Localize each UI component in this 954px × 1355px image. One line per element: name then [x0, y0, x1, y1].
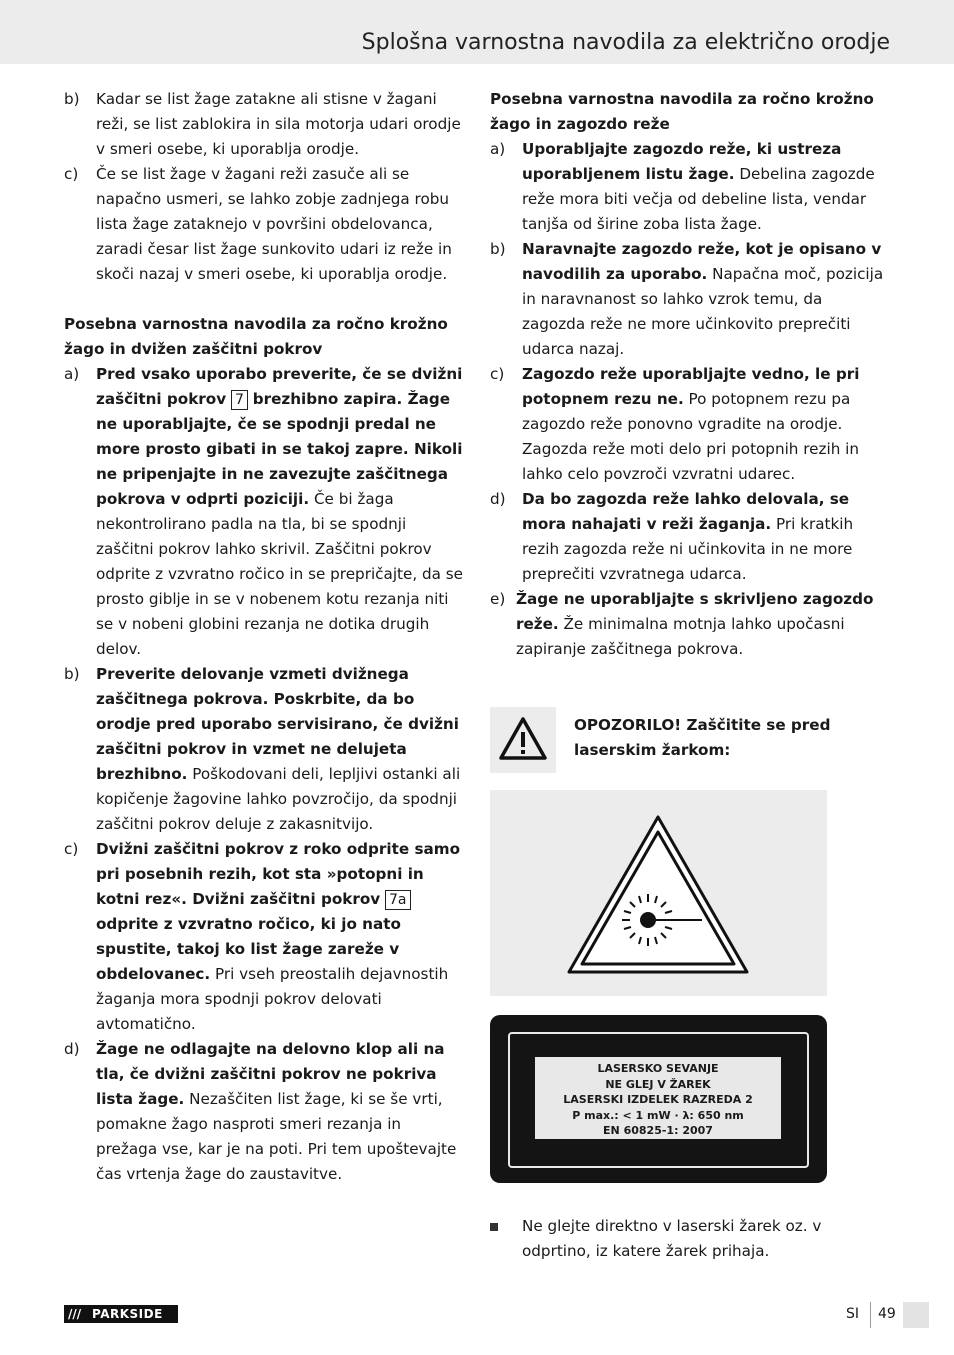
item-label: d) — [490, 490, 506, 508]
list-item-b — [490, 237, 890, 362]
item-label: d) — [64, 1040, 80, 1058]
item-text: Nezaščiten list žage, ki se še vrti, pomakne žago nasproti smeri rezanja in prežaga vse, kar je na poti. Pri tem upoštevajte čas vrtenja žage do zaustavitve. — [96, 1090, 457, 1183]
laser-symbol-panel — [490, 790, 827, 996]
item-bold-text: Naravnajte zagozdo reže, kot je opisano v navodilih za uporabo. — [522, 240, 882, 283]
label-line: P max.: < 1 mW · λ: 650 nm — [572, 1108, 744, 1122]
section-heading: Posebna varnostna navodila za ročno krožno žago in zagozdo reže — [490, 90, 874, 133]
item-label: c) — [64, 165, 79, 183]
list-item-d — [64, 1037, 464, 1187]
laser-warning-icon — [490, 790, 827, 996]
label-line: EN 60825-1: 2007 — [603, 1124, 713, 1137]
item-bold-text: Zagozdo reže uporabljajte vedno, le pri potopnem rezu ne. — [522, 365, 860, 408]
list-item-d — [490, 487, 890, 587]
item-label: b) — [490, 240, 506, 258]
warning-triangle-icon — [490, 707, 556, 773]
item-label: e) — [490, 590, 506, 608]
item-label: c) — [64, 840, 79, 858]
item-label: c) — [490, 365, 505, 383]
list-item-c — [64, 162, 464, 287]
part-reference: 7a — [385, 890, 411, 910]
footer-divider — [870, 1302, 871, 1328]
label-text-panel — [535, 1057, 781, 1139]
item-text: Če bi žaga nekontrolirano padla na tla, bi se spodnji zaščitni pokrov lahko skrivil. Zaščitni pokrov odprite z vzvratno ročico in se prepričajte, da se prosto giblje in se v nobenem kotu rezanja niti se v nobeni globini rezanja ne dotika drugih delov. — [96, 490, 464, 658]
item-text: Pri kratkih rezih zagozda reže ni učinkovita in ne more preprečiti vzvratnega udarca. — [522, 515, 854, 583]
item-text: Če se list žage v žagani reži zasuče ali se napačno usmeri, se lahko zobje zadnjega robu lista žage zataknejo v površini obdelovanca, zaradi česar list žage sunkovito udari iz reže in skoči nazaj v smeri osebe, ki uporablja orodje. — [96, 165, 452, 283]
bullet-square-icon — [490, 1223, 498, 1231]
item-bold-text: Uporabljajte zagozdo reže, ki ustreza uporabljenem listu žage. — [522, 140, 842, 183]
item-label: a) — [490, 140, 506, 158]
list-item-a — [64, 362, 464, 662]
list-item-c2 — [64, 837, 464, 1037]
label-line: LASERSKO SEVANJE — [597, 1062, 719, 1075]
footer-tab — [903, 1302, 929, 1328]
item-bold-text: Žage ne uporabljajte s skrivljeno zagozdo reže. — [516, 590, 874, 633]
list-item-a — [490, 137, 890, 237]
label-line: NE GLEJ V ŽAREK — [605, 1077, 711, 1091]
item-text: Po potopnem rezu pa zagozdo reže ponovno vgradite na orodje. Zagozda reže moti delo pri potopnih rezih in lahko celo povzroči vzvratni udarec. — [522, 390, 859, 483]
laser-class-label — [490, 1015, 827, 1183]
item-text: Kadar se list žage zatakne ali stisne v žagani reži, se list zablokira in sila motorja udari orodje v smeri osebe, ki uporablja orodje. — [96, 90, 461, 158]
item-bold-text: Žage ne odlagajte na delovno klop ali na tla, če dvižni zaščitni pokrov ne pokriva lista žage. — [96, 1040, 445, 1108]
logo-slashes: /// — [68, 1307, 82, 1321]
item-bold-text: brezhibno zapira. Žage ne uporabljajte, če se spodnji predal ne more prosto gibati in se takoj zapre. Nikoli ne pripenjajte in ne zavezujte zaščitnega pokrova v odprti poziciji. — [96, 390, 463, 508]
item-text: Debelina zagozde reže mora biti večja od debeline lista, vendar tanjša od širine zoba lista žage. — [522, 165, 875, 233]
page-number: 49 — [878, 1306, 896, 1322]
section-heading: Posebna varnostna navodila za ročno krožno žago in dvižen zaščitni pokrov — [64, 315, 448, 358]
item-text: Pri vseh preostalih dejavnostih žaganja mora spodnji pokrov delovati avtomatično. — [96, 965, 449, 1033]
item-text: Že minimalna motnja lahko upočasni zapiranje zaščitnega pokrova. — [516, 615, 845, 658]
item-label: a) — [64, 365, 80, 383]
list-item-b2 — [64, 662, 464, 837]
item-text: Napačna moč, pozicija in naravnanost so lahko vzrok temu, da zagozda reže ne more učinkovito preprečiti udarca nazaj. — [522, 265, 884, 358]
right-column — [490, 87, 890, 662]
page-header — [0, 0, 954, 64]
page-title: Splošna varnostna navodila za električno orodje — [361, 30, 890, 55]
laser-warning — [490, 707, 890, 773]
parkside-logo — [64, 1305, 178, 1323]
language-code: SI — [846, 1306, 860, 1322]
item-bold-text: Preverite delovanje vzmeti dvižnega zaščitnega pokrova. Poskrbite, da bo orodje pred uporabo servisirano, če dvižni zaščitni pokrov in vzmet ne delujeta brezhibno. — [96, 665, 459, 783]
logo-brand: PARKSIDE — [92, 1307, 163, 1321]
item-bold-text: Da bo zagozda reže lahko delovala, se mora nahajati v reži žaganja. — [522, 490, 850, 533]
bullet-text: Ne glejte direktno v laserski žarek oz. v odprtino, iz katere žarek prihaja. — [522, 1217, 822, 1260]
warning-text: OPOZORILO! Zaščitite se pred laserskim žarkom: — [574, 716, 831, 759]
label-line: LASERSKI IZDELEK RAZREDA 2 — [563, 1093, 753, 1106]
item-text: Poškodovani deli, lepljivi ostanki ali kopičenje žagovine lahko povzročijo, da spodnji zaščitni pokrov deluje z zakasnitvijo. — [96, 765, 461, 833]
list-item-e — [490, 587, 890, 662]
list-item-b — [64, 87, 464, 162]
item-bold-text: odprite z vzvratno ročico, ki jo nato spustite, takoj ko list žage zareže v obdelovanec. — [96, 915, 401, 983]
warning-icon-box — [490, 707, 556, 773]
item-label: b) — [64, 665, 80, 683]
left-column — [64, 87, 464, 1187]
item-bold-text: Pred vsako uporabo preverite, če se dvižni zaščitni pokrov — [96, 365, 463, 408]
item-bold-text: Dvižni zaščitni pokrov z roko odprite samo pri posebnih rezih, kot sta »potopni in kotni rez«. Dvižni zaščitni pokrov — [96, 840, 461, 908]
bullet-item — [490, 1214, 890, 1264]
part-reference: 7 — [231, 390, 248, 410]
item-label: b) — [64, 90, 80, 108]
list-item-c — [490, 362, 890, 487]
